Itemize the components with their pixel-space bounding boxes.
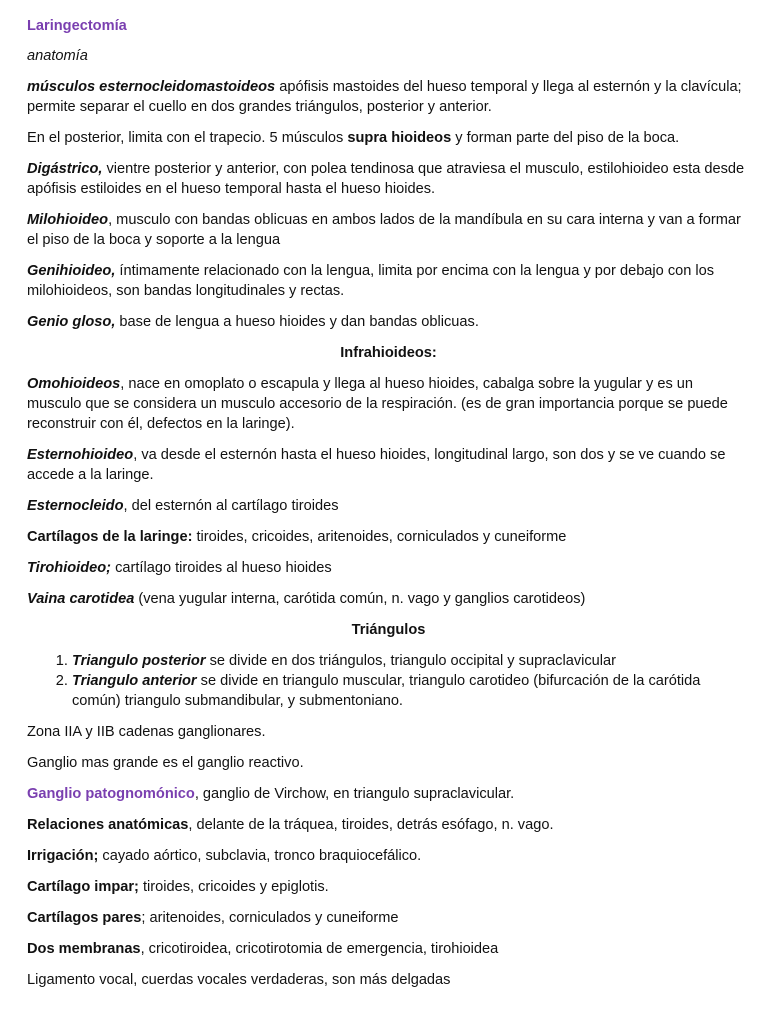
paragraph-genihioideo xyxy=(27,261,750,301)
text: se divide en triangulo muscular, triangulo carotideo (bifurcación de la carótida común) triangulo submandibular, y submentoniano. xyxy=(72,673,701,709)
paragraph-posterior xyxy=(27,128,750,148)
text: (vena yugular interna, carótida común, n. vago y ganglios carotideos) xyxy=(134,591,586,607)
text: cayado aórtico, subclavia, tronco braquiocefálico. xyxy=(98,848,422,864)
triangulos-list xyxy=(27,651,750,711)
paragraph-vaina-carotidea xyxy=(27,589,750,609)
list-item xyxy=(72,651,750,671)
text: base de lengua a hueso hioides y dan bandas oblicuas. xyxy=(115,314,479,330)
text: ; aritenoides, corniculados y cuneiforme xyxy=(141,910,399,926)
text: íntimamente relacionado con la lengua, limita por encima con la lengua y por debajo con los milohioideos, son bandas longitudinales y rectas. xyxy=(27,263,715,299)
paragraph-digastrico xyxy=(27,159,750,199)
doc-subtitle: anatomía xyxy=(27,48,88,64)
paragraph-genio-gloso xyxy=(27,312,750,332)
text: , musculo con bandas oblicuas en ambos lados de la mandíbula en su cara interna y van a formar el piso de la boca y soporte a la lengua xyxy=(27,212,741,248)
term: Triangulo anterior xyxy=(72,673,197,689)
heading-infrahioideos: Infrahioideos: xyxy=(340,345,437,361)
term: Tirohioideo; xyxy=(27,560,112,576)
term: Relaciones anatómicas xyxy=(27,817,189,833)
text: se divide en dos triángulos, triangulo occipital y supraclavicular xyxy=(205,653,616,669)
text: , del esternón al cartílago tiroides xyxy=(123,498,339,514)
term: Triangulo posterior xyxy=(72,653,206,669)
paragraph-milohioideo xyxy=(27,210,750,250)
term: Digástrico, xyxy=(27,161,103,177)
paragraph-irrigacion xyxy=(27,846,750,866)
text: vientre posterior y anterior, con polea tendinosa que atraviesa el musculo, estilohioideo esta desde apófisis estiloides en el hueso temporal hasta el hueso hioides. xyxy=(27,161,745,197)
term: Esternocleido xyxy=(27,498,124,514)
text: , ganglio de Virchow, en triangulo supraclavicular. xyxy=(194,786,515,802)
term: Vaina carotidea xyxy=(27,591,135,607)
text: , va desde el esternón hasta el hueso hioides, longitudinal largo, son dos y se ve cuando se accede a la laringe. xyxy=(27,447,726,483)
paragraph-esternohioideo xyxy=(27,445,750,485)
text: y forman parte del piso de la boca. xyxy=(451,130,680,146)
paragraph-relaciones xyxy=(27,815,750,835)
heading-triangulos: Triángulos xyxy=(351,622,426,638)
term: Esternohioideo xyxy=(27,447,134,463)
paragraph-membranas xyxy=(27,939,750,959)
text: apófisis mastoides del hueso temporal y llega al esternón y la clavícula; permite separar el cuello en dos grandes triángulos, posterior y anterior. xyxy=(27,79,742,115)
term: Cartílago impar; xyxy=(27,879,139,895)
paragraph-cartilago-impar xyxy=(27,877,750,897)
paragraph-zona: Zona IIA y IIB cadenas ganglionares. xyxy=(27,724,266,740)
term: Ganglio patognomónico xyxy=(27,786,195,802)
doc-title: Laringectomía xyxy=(27,18,127,34)
paragraph-cartilagos-laringe xyxy=(27,527,750,547)
term: Genio gloso, xyxy=(27,314,116,330)
paragraph-ganglio-patognomonico xyxy=(27,784,750,804)
term: Cartílagos pares xyxy=(27,910,142,926)
text: tiroides, cricoides y epiglotis. xyxy=(138,879,329,895)
text: , delante de la tráquea, tiroides, detrás esófago, n. vago. xyxy=(188,817,554,833)
paragraph-cartilagos-pares xyxy=(27,908,750,928)
term: Genihioideo, xyxy=(27,263,116,279)
text: cartílago tiroides al hueso hioides xyxy=(111,560,332,576)
text: En el posterior, limita con el trapecio. 5 músculos xyxy=(27,130,348,146)
term: Dos membranas xyxy=(27,941,141,957)
term: Cartílagos de la laringe: xyxy=(27,529,193,545)
text: tiroides, cricoides, aritenoides, corniculados y cuneiforme xyxy=(192,529,567,545)
term: Omohioideos xyxy=(27,376,121,392)
paragraph-esternocleido xyxy=(27,496,750,516)
paragraph-ganglio-grande: Ganglio mas grande es el ganglio reactivo. xyxy=(27,755,304,771)
paragraph-tirohioideo xyxy=(27,558,750,578)
paragraph-esternocleidomastoideos xyxy=(27,77,750,117)
term: Irrigación; xyxy=(27,848,99,864)
term: músculos esternocleidomastoideos xyxy=(27,79,276,95)
text: , nace en omoplato o escapula y llega al hueso hioides, cabalga sobre la yugular y es un musculo que se considera un musculo accesorio de la respiración. (es de gran importancia porque se puede reconstruir con él, defectos en la laringe). xyxy=(27,376,728,432)
term: supra hioideos xyxy=(347,130,452,146)
paragraph-ligamento: Ligamento vocal, cuerdas vocales verdaderas, son más delgadas xyxy=(27,972,451,988)
paragraph-omohioideos xyxy=(27,374,750,434)
list-item xyxy=(72,671,750,711)
text: , cricotiroidea, cricotirotomia de emergencia, tirohioidea xyxy=(140,941,499,957)
term: Milohioideo xyxy=(27,212,109,228)
